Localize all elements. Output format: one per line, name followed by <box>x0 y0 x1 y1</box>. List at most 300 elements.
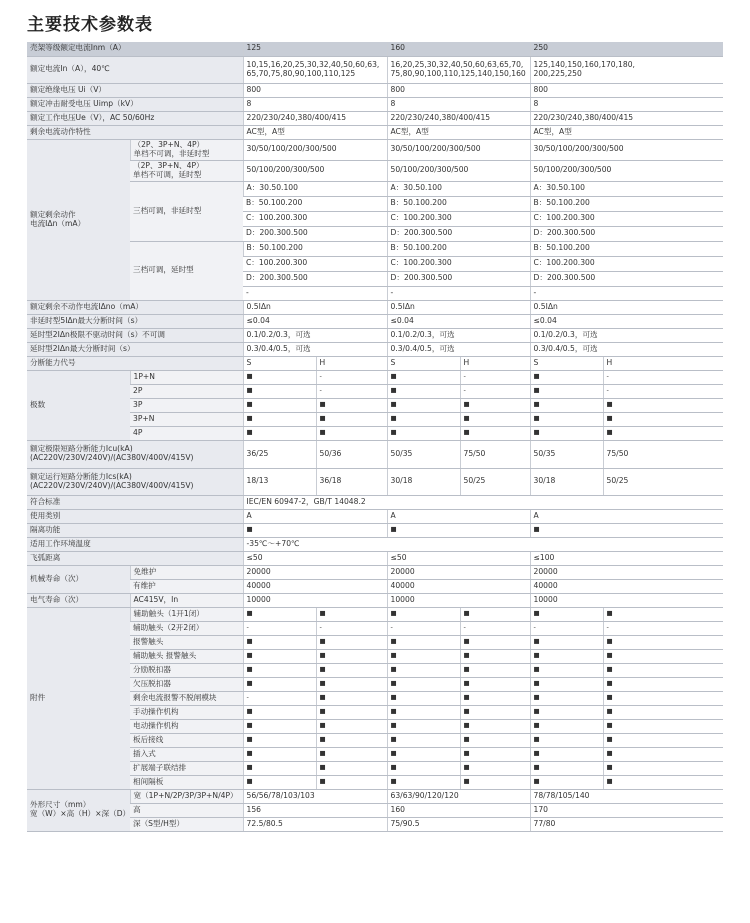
cell: ■ <box>603 719 723 733</box>
sub-label: 电动操作机构 <box>130 719 243 733</box>
cell: 75/50 <box>603 440 723 468</box>
cell: A：30.50.100 <box>243 181 387 196</box>
row-label: 延时型2IΔn最大分断时间（s） <box>27 342 243 356</box>
table-row <box>27 56 723 83</box>
cell: ■ <box>530 426 603 440</box>
cell: ■ <box>387 649 460 663</box>
cell: ■ <box>243 747 316 761</box>
cell: ■ <box>530 412 603 426</box>
cell: 50/36 <box>316 440 387 468</box>
cell: B：50.100.200 <box>243 241 387 256</box>
cell: ■ <box>387 607 460 621</box>
table-row <box>27 621 723 635</box>
cell: C：100.200.300 <box>387 211 530 226</box>
cell: ■ <box>243 733 316 747</box>
cell: - <box>243 691 316 705</box>
cell: D：200.300.500 <box>387 226 530 241</box>
cell: ■ <box>316 607 387 621</box>
cell: ≤50 <box>243 551 387 565</box>
cell: ■ <box>530 663 603 677</box>
row-label: 符合标准 <box>27 495 243 509</box>
cell: ■ <box>460 426 530 440</box>
sub-label: 4P <box>130 426 243 440</box>
cell: ■ <box>460 747 530 761</box>
cell: D：200.300.500 <box>243 226 387 241</box>
cell: ■ <box>243 761 316 775</box>
cell: ■ <box>460 705 530 719</box>
row-label: 额定绝缘电压 Ui（V） <box>27 83 243 97</box>
table-row <box>27 412 723 426</box>
row-label: 剩余电流动作特性 <box>27 125 243 139</box>
cell: ■ <box>243 607 316 621</box>
cell: ■ <box>387 635 460 649</box>
table-row <box>27 705 723 719</box>
cell: ■ <box>530 677 603 691</box>
table-row <box>27 356 723 370</box>
row-label: 飞弧距离 <box>27 551 243 565</box>
cell: ■ <box>603 747 723 761</box>
table-row <box>27 789 723 803</box>
table-row <box>27 468 723 495</box>
cell: 75/50 <box>460 440 530 468</box>
cell: ■ <box>530 384 603 398</box>
cell: ■ <box>530 607 603 621</box>
cell: - <box>243 621 316 635</box>
cell: ■ <box>460 733 530 747</box>
sub-label: （2P、3P+N、4P） 单档不可调，延时型 <box>130 160 243 181</box>
cell: ■ <box>316 761 387 775</box>
cell: - <box>243 286 387 300</box>
cell: ■ <box>316 719 387 733</box>
cell: 18/13 <box>243 468 316 495</box>
cell: ■ <box>387 733 460 747</box>
cell: ■ <box>387 663 460 677</box>
cell: 800 <box>243 83 387 97</box>
cell: 50/35 <box>387 440 460 468</box>
table-row <box>27 398 723 412</box>
sub-label: AC415V，In <box>130 593 243 607</box>
table-row <box>27 551 723 565</box>
cell: - <box>530 286 723 300</box>
cell: AC型，A型 <box>387 125 530 139</box>
table-row <box>27 719 723 733</box>
cell: ■ <box>243 398 316 412</box>
sub-label: 欠压脱扣器 <box>130 677 243 691</box>
row-label: 额定电流In（A），40℃ <box>27 56 243 83</box>
cell: ■ <box>460 398 530 412</box>
table-row <box>27 314 723 328</box>
table-row <box>27 97 723 111</box>
cell: D：200.300.500 <box>243 271 387 286</box>
row-label: 附件 <box>27 607 130 789</box>
cell: IEC/EN 60947-2，GB/T 14048.2 <box>243 495 723 509</box>
cell: ■ <box>460 607 530 621</box>
cell: - <box>603 384 723 398</box>
cell: ■ <box>316 705 387 719</box>
cell: ■ <box>387 412 460 426</box>
cell: 160 <box>387 803 530 817</box>
cell: 10000 <box>530 593 723 607</box>
cell: 36/25 <box>243 440 316 468</box>
cell: 10000 <box>387 593 530 607</box>
cell: ■ <box>316 691 387 705</box>
table-row <box>27 241 723 256</box>
cell: 56/56/78/103/103 <box>243 789 387 803</box>
cell: - <box>316 370 387 384</box>
page-title: 主要技术参数表 <box>27 15 153 35</box>
cell: 30/50/100/200/300/500 <box>530 139 723 160</box>
cell: ■ <box>316 398 387 412</box>
cell: ■ <box>316 426 387 440</box>
cell: 800 <box>530 83 723 97</box>
cell: 50/25 <box>603 468 723 495</box>
sub-label: 宽（1P+N/2P/3P/3P+N/4P） <box>130 789 243 803</box>
cell: - <box>460 370 530 384</box>
cell: - <box>603 370 723 384</box>
cell: ■ <box>243 663 316 677</box>
cell: D：200.300.500 <box>530 226 723 241</box>
cell: ■ <box>530 761 603 775</box>
cell: ■ <box>603 691 723 705</box>
cell: B：50.100.200 <box>387 241 530 256</box>
cell: ■ <box>603 635 723 649</box>
cell: 30/18 <box>530 468 603 495</box>
table-row <box>27 649 723 663</box>
cell: 50/35 <box>530 440 603 468</box>
cell: ■ <box>460 761 530 775</box>
cell: ■ <box>316 677 387 691</box>
cell: ■ <box>460 691 530 705</box>
cell: ■ <box>530 635 603 649</box>
cell: 40000 <box>530 579 723 593</box>
cell: C：100.200.300 <box>243 211 387 226</box>
table-row <box>27 537 723 551</box>
table-row <box>27 775 723 789</box>
cell: ■ <box>387 426 460 440</box>
table-row <box>27 384 723 398</box>
table-row <box>27 747 723 761</box>
cell: 50/25 <box>460 468 530 495</box>
cell: 0.5IΔn <box>243 300 387 314</box>
cell: -35℃～+70℃ <box>243 537 723 551</box>
cell: B：50.100.200 <box>530 196 723 211</box>
cell: 50/100/200/300/500 <box>243 160 387 181</box>
cell: 75/90.5 <box>387 817 530 831</box>
sub-label: 相间隔板 <box>130 775 243 789</box>
cell: C：100.200.300 <box>530 256 723 271</box>
cell: 0.1/0.2/0.3，可选 <box>530 328 723 342</box>
sub-label: 辅助触头（1开1闭） <box>130 607 243 621</box>
cell: A <box>243 509 387 523</box>
sub-label: （2P、3P+N、4P） 单档不可调，非延时型 <box>130 139 243 160</box>
cell: 220/230/240,380/400/415 <box>243 111 387 125</box>
table-row <box>27 440 723 468</box>
table-row <box>27 495 723 509</box>
row-label: 电气寿命（次） <box>27 593 130 607</box>
cell: A <box>530 509 723 523</box>
cell: ■ <box>387 523 530 537</box>
cell: 170 <box>530 803 723 817</box>
cell: ≤100 <box>530 551 723 565</box>
cell: C：100.200.300 <box>530 211 723 226</box>
cell: ■ <box>387 691 460 705</box>
cell: ■ <box>387 370 460 384</box>
table-row <box>27 370 723 384</box>
cell: ■ <box>530 523 723 537</box>
cell: - <box>316 384 387 398</box>
cell: ■ <box>387 677 460 691</box>
cell: ■ <box>243 370 316 384</box>
cell: ■ <box>460 719 530 733</box>
cell: ■ <box>387 719 460 733</box>
row-label: 额定剩余不动作电流IΔno（mA） <box>27 300 243 314</box>
cell: ■ <box>530 398 603 412</box>
table-row <box>27 111 723 125</box>
table-row <box>27 426 723 440</box>
cell: 78/78/105/140 <box>530 789 723 803</box>
cell: H <box>316 356 387 370</box>
cell: ■ <box>316 412 387 426</box>
row-label: 额定冲击耐受电压 Uimp（kV） <box>27 97 243 111</box>
cell: ■ <box>243 412 316 426</box>
cell: ■ <box>530 719 603 733</box>
cell: 8 <box>530 97 723 111</box>
cell: 30/50/100/200/300/500 <box>387 139 530 160</box>
row-label: 适用工作环境温度 <box>27 537 243 551</box>
cell: - <box>603 621 723 635</box>
cell: 125 <box>243 42 387 56</box>
sub-label: 插入式 <box>130 747 243 761</box>
sub-label: 板后接线 <box>130 733 243 747</box>
table-row <box>27 42 723 56</box>
cell: ■ <box>530 370 603 384</box>
cell: ■ <box>243 635 316 649</box>
table-row <box>27 181 723 196</box>
row-label: 额定工作电压Ue（V），AC 50/60Hz <box>27 111 243 125</box>
cell: 50/100/200/300/500 <box>387 160 530 181</box>
cell: 40000 <box>387 579 530 593</box>
cell: ■ <box>603 649 723 663</box>
sub-label: 剩余电流报警不脱闸模块 <box>130 691 243 705</box>
sub-label: 分励脱扣器 <box>130 663 243 677</box>
table-row <box>27 125 723 139</box>
row-label: 分断能力代号 <box>27 356 243 370</box>
sub-label: 免维护 <box>130 565 243 579</box>
spec-table <box>27 42 723 832</box>
cell: ■ <box>316 663 387 677</box>
cell: ■ <box>460 775 530 789</box>
cell: 36/18 <box>316 468 387 495</box>
cell: S <box>387 356 460 370</box>
cell: ■ <box>603 426 723 440</box>
cell: ■ <box>530 775 603 789</box>
table-row <box>27 607 723 621</box>
cell: ■ <box>316 747 387 761</box>
cell: 220/230/240,380/400/415 <box>387 111 530 125</box>
cell: 0.5IΔn <box>530 300 723 314</box>
cell: 50/100/200/300/500 <box>530 160 723 181</box>
cell: - <box>460 621 530 635</box>
cell: ■ <box>603 733 723 747</box>
cell: ■ <box>387 775 460 789</box>
sub-label: 3P+N <box>130 412 243 426</box>
cell: 160 <box>387 42 530 56</box>
table-row <box>27 139 723 160</box>
table-row <box>27 328 723 342</box>
cell: C：100.200.300 <box>387 256 530 271</box>
cell: ■ <box>603 607 723 621</box>
sub-label: 辅助触头 报警触头 <box>130 649 243 663</box>
sub-label: 扩展端子联结排 <box>130 761 243 775</box>
cell: C：100.200.300 <box>243 256 387 271</box>
cell: ■ <box>243 523 387 537</box>
cell: 0.1/0.2/0.3，可选 <box>387 328 530 342</box>
cell: ■ <box>603 705 723 719</box>
table-row <box>27 83 723 97</box>
cell: 220/230/240,380/400/415 <box>530 111 723 125</box>
sub-label: 深（S型/H型） <box>130 817 243 831</box>
cell: A：30.50.100 <box>387 181 530 196</box>
cell: ■ <box>530 733 603 747</box>
table-row <box>27 803 723 817</box>
cell: ■ <box>387 761 460 775</box>
cell: ■ <box>603 663 723 677</box>
cell: A <box>387 509 530 523</box>
sub-label: 手动操作机构 <box>130 705 243 719</box>
cell: B：50.100.200 <box>530 241 723 256</box>
cell: 8 <box>243 97 387 111</box>
row-label: 使用类别 <box>27 509 243 523</box>
cell: ■ <box>387 705 460 719</box>
row-label: 额定极限短路分断能力Icu(kA) (AC220V/230V/240V)/(AC380V/400V/415V) <box>27 440 243 468</box>
cell: ■ <box>603 775 723 789</box>
cell: 156 <box>243 803 387 817</box>
sub-label: 1P+N <box>130 370 243 384</box>
sub-label: 有维护 <box>130 579 243 593</box>
cell: AC型，A型 <box>243 125 387 139</box>
table-row <box>27 635 723 649</box>
cell: 250 <box>530 42 723 56</box>
table-row <box>27 663 723 677</box>
table-row <box>27 593 723 607</box>
cell: B：50.100.200 <box>387 196 530 211</box>
cell: ■ <box>243 384 316 398</box>
cell: 125,140,150,160,170,180, 200,225,250 <box>530 56 723 83</box>
cell: 0.1/0.2/0.3，可选 <box>243 328 387 342</box>
sub-label: 三档可调，延时型 <box>130 241 243 300</box>
cell: S <box>243 356 316 370</box>
table-row <box>27 817 723 831</box>
sub-label: 三档可调，非延时型 <box>130 181 243 241</box>
cell: ≤0.04 <box>387 314 530 328</box>
cell: 20000 <box>530 565 723 579</box>
cell: ■ <box>243 719 316 733</box>
cell: ■ <box>243 775 316 789</box>
cell: ■ <box>316 733 387 747</box>
cell: ■ <box>530 691 603 705</box>
cell: S <box>530 356 603 370</box>
row-label: 延时型2IΔn极限不驱动时间（s）不可调 <box>27 328 243 342</box>
cell: B：50.100.200 <box>243 196 387 211</box>
sub-label: 3P <box>130 398 243 412</box>
cell: ■ <box>530 649 603 663</box>
cell: ■ <box>460 663 530 677</box>
cell: ■ <box>316 649 387 663</box>
sub-label: 高 <box>130 803 243 817</box>
row-label: 极数 <box>27 370 130 440</box>
cell: 20000 <box>387 565 530 579</box>
cell: 10000 <box>243 593 387 607</box>
cell: ■ <box>387 384 460 398</box>
cell: ■ <box>243 426 316 440</box>
cell: ■ <box>530 705 603 719</box>
cell: 0.3/0.4/0.5，可选 <box>530 342 723 356</box>
row-label: 额定运行短路分断能力Ics(kA) (AC220V/230V/240V)/(AC380V/400V/415V) <box>27 468 243 495</box>
row-label: 机械寿命（次） <box>27 565 130 593</box>
cell: 0.3/0.4/0.5，可选 <box>387 342 530 356</box>
cell: ■ <box>243 677 316 691</box>
cell: ■ <box>603 761 723 775</box>
table-row <box>27 300 723 314</box>
cell: ■ <box>460 412 530 426</box>
sub-label: 2P <box>130 384 243 398</box>
cell: 20000 <box>243 565 387 579</box>
table-row <box>27 761 723 775</box>
cell: ≤0.04 <box>530 314 723 328</box>
cell: ≤50 <box>387 551 530 565</box>
cell: 77/80 <box>530 817 723 831</box>
cell: 30/50/100/200/300/500 <box>243 139 387 160</box>
cell: ■ <box>460 649 530 663</box>
table-row <box>27 342 723 356</box>
table-row <box>27 579 723 593</box>
cell: A：30.50.100 <box>530 181 723 196</box>
cell: ■ <box>460 635 530 649</box>
table-row <box>27 523 723 537</box>
cell: ■ <box>530 747 603 761</box>
cell: 8 <box>387 97 530 111</box>
cell: 40000 <box>243 579 387 593</box>
cell: ■ <box>316 635 387 649</box>
cell: H <box>603 356 723 370</box>
row-label: 额定剩余动作 电流IΔn（mA） <box>27 139 130 300</box>
cell: H <box>460 356 530 370</box>
cell: AC型，A型 <box>530 125 723 139</box>
cell: - <box>387 621 460 635</box>
cell: ■ <box>243 649 316 663</box>
cell: 0.3/0.4/0.5，可选 <box>243 342 387 356</box>
row-label: 外形尺寸（mm） 宽（W）×高（H）×深（D） <box>27 789 130 831</box>
cell: ■ <box>387 747 460 761</box>
cell: - <box>530 621 603 635</box>
sub-label: 报警触头 <box>130 635 243 649</box>
cell: ■ <box>603 398 723 412</box>
table-row <box>27 565 723 579</box>
table-row <box>27 691 723 705</box>
cell: 63/63/90/120/120 <box>387 789 530 803</box>
cell: - <box>460 384 530 398</box>
cell: 16,20,25,30,32,40,50,60,63,65,70, 75,80,90,100,110,125,140,150,160 <box>387 56 530 83</box>
cell: 800 <box>387 83 530 97</box>
row-label: 壳架等级额定电流Inm（A） <box>27 42 243 56</box>
cell: - <box>316 621 387 635</box>
row-label: 隔离功能 <box>27 523 243 537</box>
table-row <box>27 733 723 747</box>
cell: - <box>387 286 530 300</box>
cell: D：200.300.500 <box>387 271 530 286</box>
cell: 10,15,16,20,25,30,32,40,50,60,63, 65,70,75,80,90,100,110,125 <box>243 56 387 83</box>
cell: ■ <box>603 677 723 691</box>
